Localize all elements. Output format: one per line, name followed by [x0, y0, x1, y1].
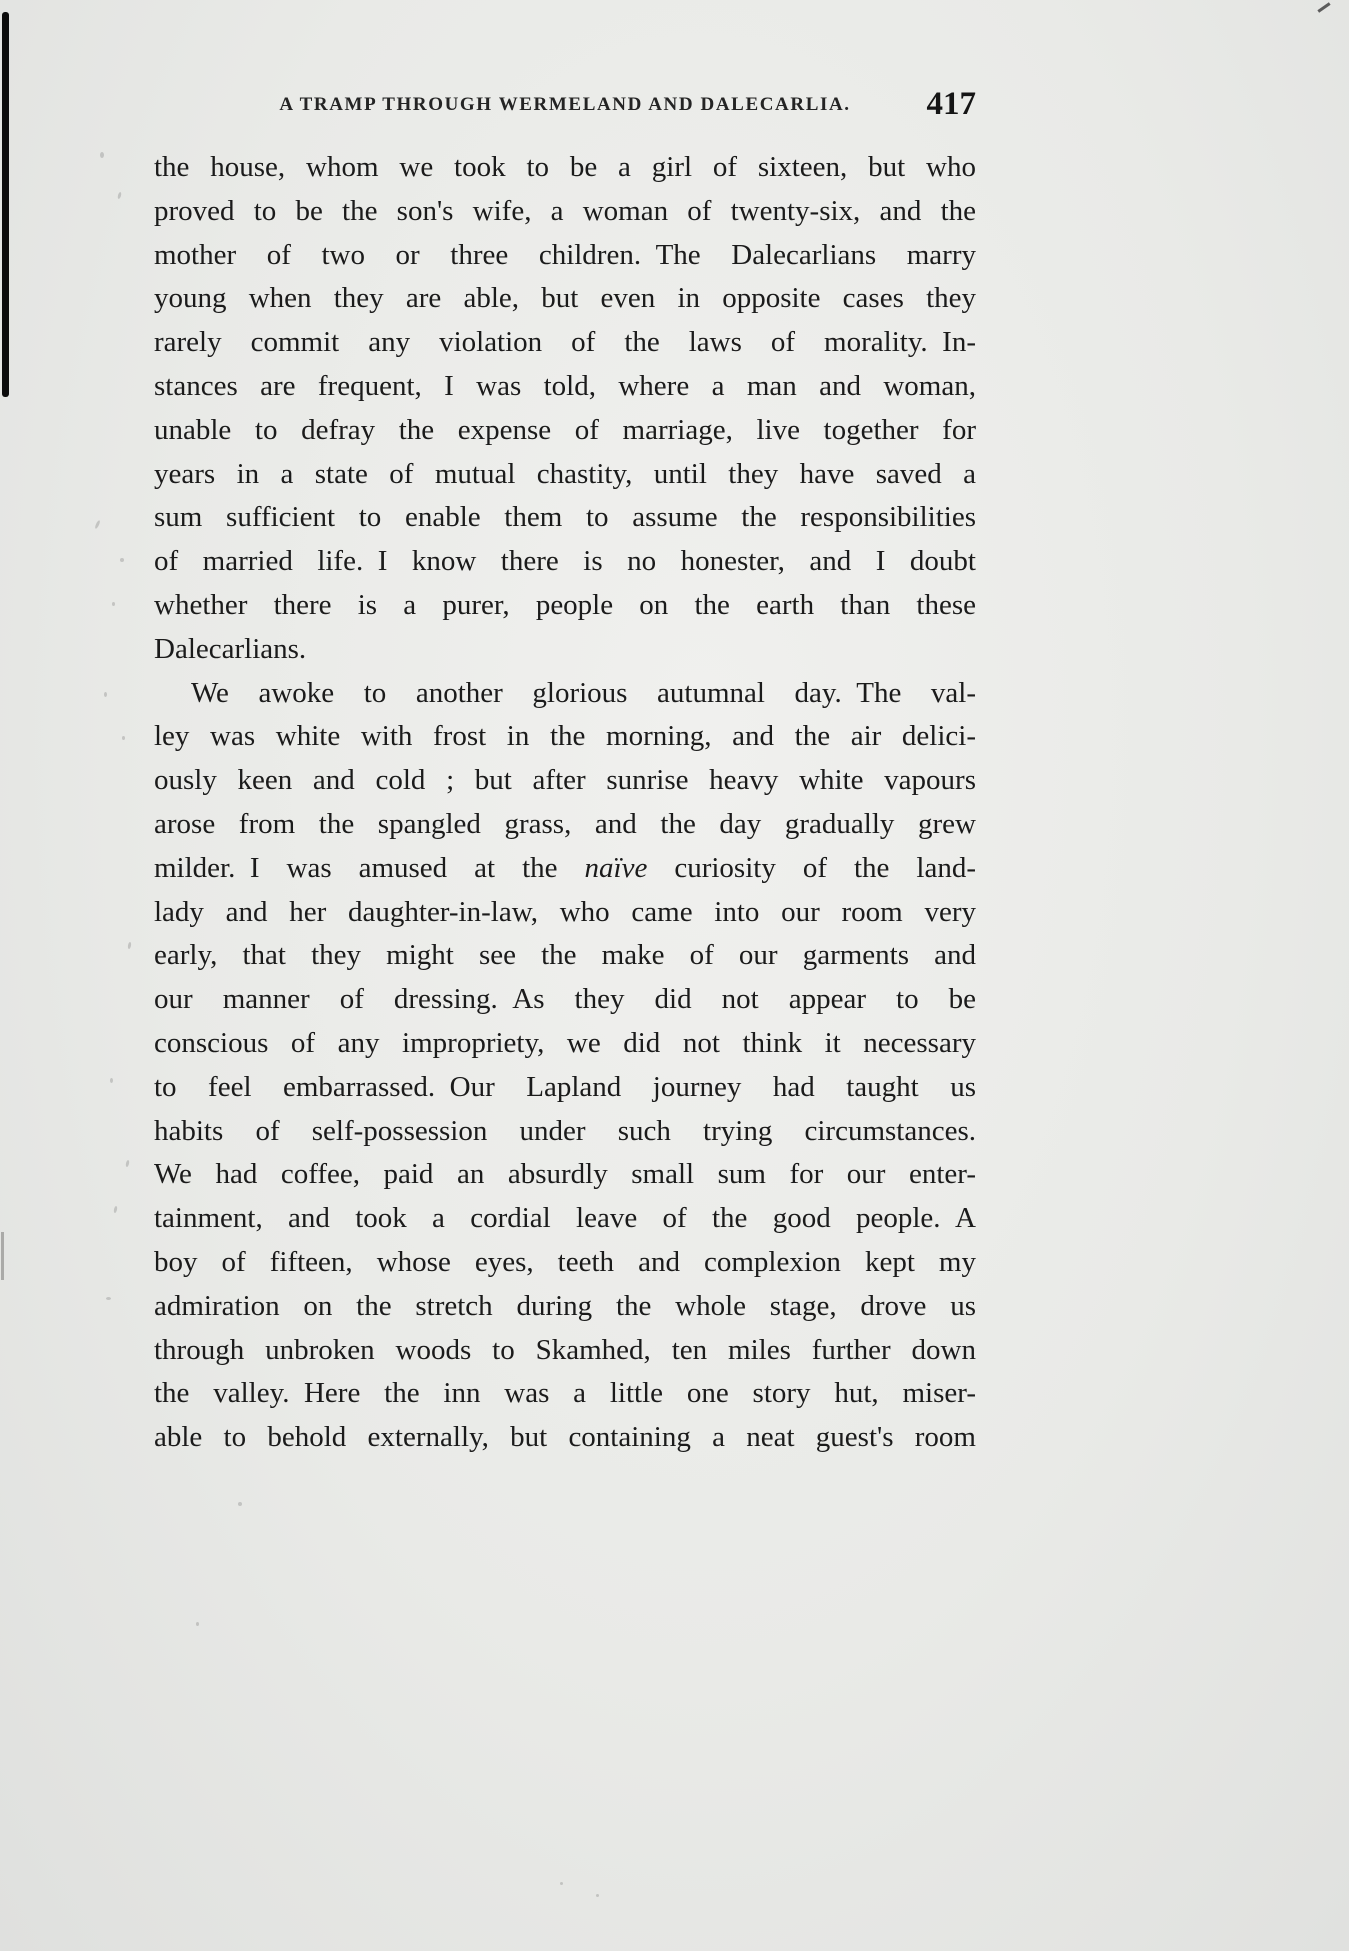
text-line: sum sufficient to enable them to assume the responsibilities	[154, 501, 976, 534]
text-line: milder. I was amused at the naïve curiosity of the land-	[154, 851, 976, 884]
text-line: unable to defray the expense of marriage, live together for	[154, 413, 976, 446]
text-line: tainment, and took a cordial leave of the good people. A	[154, 1202, 976, 1235]
scan-speck	[596, 1894, 599, 1897]
text-line: mother of two or three children. The Dalecarlians marry	[154, 238, 976, 271]
text-line: We awoke to another glorious autumnal day. The val-	[191, 676, 976, 709]
text-line: admiration on the stretch during the whole stage, drove us	[154, 1289, 976, 1322]
scan-speck	[1317, 2, 1330, 12]
scan-speck	[110, 1078, 113, 1083]
scan-speck	[117, 192, 122, 200]
text-line: of married life. I know there is no honester, and I doubt	[154, 545, 976, 578]
text-line: early, that they might see the make of our garments and	[154, 939, 976, 972]
text-line: rarely commit any violation of the laws of morality. In-	[154, 326, 976, 359]
text-line: years in a state of mutual chastity, until they have saved a	[154, 457, 976, 490]
page-header	[154, 86, 976, 126]
scan-speck	[560, 1882, 563, 1885]
binding-mark	[1, 1232, 4, 1280]
scan-speck	[106, 1297, 111, 1300]
scan-speck	[104, 692, 107, 697]
text-line: young when they are able, but even in opposite cases they	[154, 282, 976, 315]
scan-speck	[113, 1206, 117, 1213]
text-line: proved to be the son's wife, a woman of twenty-six, and the	[154, 194, 976, 227]
text-line: habits of self-possession under such trying circumstances.	[154, 1114, 976, 1147]
text-line: conscious of any impropriety, we did not think it necessary	[154, 1026, 976, 1059]
text-line: We had coffee, paid an absurdly small sum for our enter-	[154, 1158, 976, 1191]
text-line: our manner of dressing. As they did not appear to be	[154, 983, 976, 1016]
scan-speck	[120, 558, 124, 562]
running-title: A TRAMP THROUGH WERMELAND AND DALECARLIA.	[279, 94, 851, 115]
text-line: whether there is a purer, people on the earth than these	[154, 588, 976, 621]
scan-speck	[125, 1160, 129, 1167]
scan-speck	[122, 736, 125, 740]
scan-speck	[94, 520, 101, 529]
scan-speck	[100, 152, 104, 158]
text-line: boy of fifteen, whose eyes, teeth and complexion kept my	[154, 1245, 976, 1278]
text-line: lady and her daughter-in-law, who came into our room very	[154, 895, 976, 928]
text-line: through unbroken woods to Skamhed, ten miles further down	[154, 1333, 976, 1366]
text-line: the valley. Here the inn was a little one story hut, miser-	[154, 1377, 976, 1410]
scan-speck	[238, 1502, 242, 1506]
page-body	[154, 146, 976, 1460]
text-line: stances are frequent, I was told, where a man and woman,	[154, 369, 976, 402]
text-line: to feel embarrassed. Our Lapland journey had taught us	[154, 1070, 976, 1103]
text-line: able to behold externally, but containing a neat guest's room	[154, 1421, 976, 1454]
text-line: ley was white with frost in the morning, and the air delici-	[154, 720, 976, 753]
binding-shadow	[2, 12, 9, 397]
scan-speck	[196, 1622, 199, 1626]
text-line: ously keen and cold ; but after sunrise heavy white vapours	[154, 764, 976, 797]
text-line: the house, whom we took to be a girl of sixteen, but who	[154, 151, 976, 183]
page-number: 417	[926, 86, 976, 122]
scan-speck	[112, 602, 115, 606]
text-line: arose from the spangled grass, and the day gradually grew	[154, 807, 976, 840]
scan-speck	[127, 942, 131, 949]
text-line: Dalecarlians.	[154, 632, 307, 665]
